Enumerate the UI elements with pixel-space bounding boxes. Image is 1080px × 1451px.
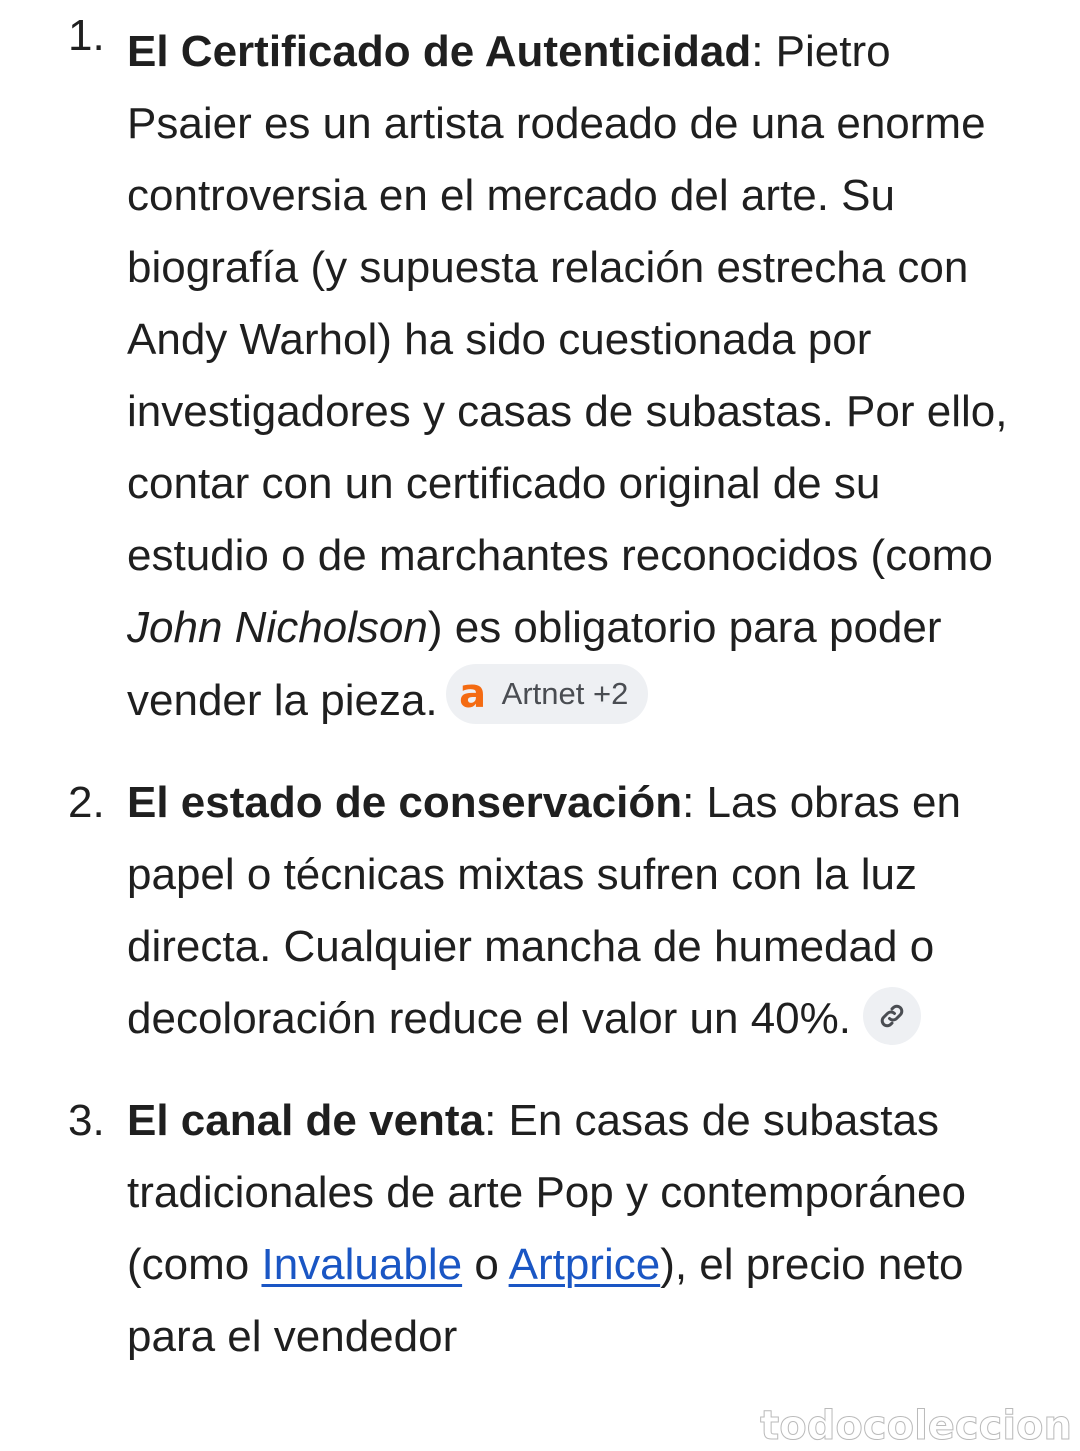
- source-link-button[interactable]: [863, 987, 921, 1045]
- list-item-canal: [0, 1085, 1080, 1373]
- item-italic: John Nicholson: [127, 603, 428, 652]
- source-chip-label: Artnet +2: [501, 676, 629, 711]
- item-heading: El canal de venta: [127, 1096, 485, 1145]
- item-content: [127, 778, 961, 1043]
- watermark-logo: todocoleccion: [760, 1403, 1072, 1449]
- item-text: : En casas de subastas tradicionales de arte Pop y contemporáneo (como: [127, 1096, 966, 1289]
- item-heading: El Certificado de Autenticidad: [127, 27, 752, 76]
- item-heading: El estado de conservación: [127, 778, 683, 827]
- item-text: : Las obras en papel o técnicas mixtas sufren con la luz directa. Cualquier mancha de humedad o decoloración reduce el valor un 40%.: [127, 778, 961, 1043]
- list-number: 2.: [68, 778, 105, 827]
- list-number: 1.: [68, 11, 105, 60]
- item-text: ) es obligatorio para poder vender la pieza.: [127, 603, 942, 725]
- list-number: 3.: [68, 1096, 105, 1145]
- item-content: [127, 1096, 966, 1361]
- link-invaluable[interactable]: Invaluable: [261, 1240, 463, 1289]
- link-icon: [877, 1001, 907, 1031]
- link-artprice[interactable]: Artprice: [508, 1240, 661, 1289]
- item-content: [127, 27, 1007, 725]
- list-item-conservacion: [0, 767, 1080, 1055]
- source-chip-artnet[interactable]: [446, 664, 649, 724]
- item-text: o: [462, 1240, 509, 1289]
- item-text: : Pietro Psaier es un artista rodeado de una enorme controversia en el mercado del arte. Su biografía (y supuesta relación estrecha con Andy Warhol) ha sido cuestionada por investigadores y casas de subastas. Por ello, contar con un certificado original de su estudio o de marchantes reconocidos (como: [127, 27, 1008, 580]
- artnet-logo-icon: a: [459, 671, 487, 717]
- item-text: ), el precio neto para el vendedor: [127, 1240, 964, 1361]
